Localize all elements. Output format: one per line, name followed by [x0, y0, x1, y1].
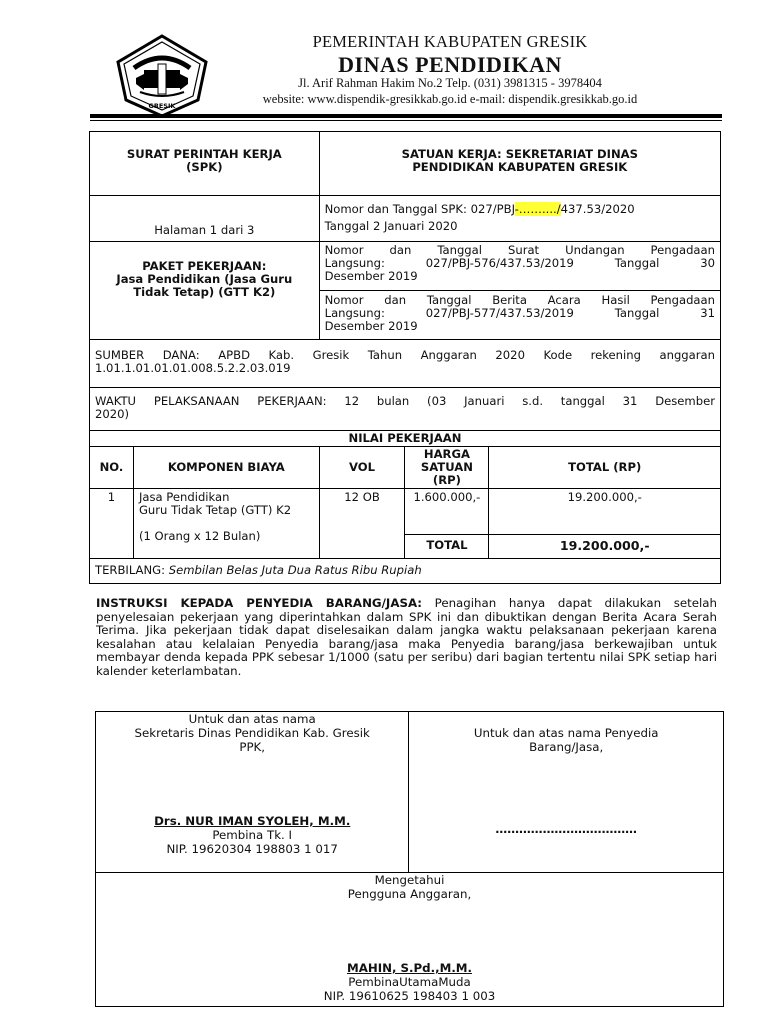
package-name-cont: Tidak Tetap) (GTT K2) [133, 285, 276, 299]
budget-user-nip: NIP. 19610625 198403 1 003 [323, 989, 496, 1003]
amount-in-words-value: Sembilan Belas Juta Dua Ratus Ribu Rupiah [168, 563, 422, 577]
package-label: PAKET PEKERJAAN: [142, 259, 267, 273]
budget-user-name: MAHIN, S.Pd.,M.M. [346, 961, 473, 975]
spk-number: Nomor dan Tanggal SPK: 027/PBJ-……..../437.53/2020 [324, 202, 635, 216]
signature-budget-user: Mengetahui Pengguna Anggaran, MAHIN, S.Pd.,M.M. PembinaUtamaMuda NIP. 19610625 198403 1 003 [96, 873, 724, 1007]
page-number: Halaman 1 dari 3 [154, 223, 255, 237]
funding-line2: 1.01.1.01.01.01.008.5.2.2.03.019 [95, 361, 291, 375]
invitation-line2: Langsung: 027/PBJ-576/437.53/2019 Tanggal 30 [324, 256, 715, 270]
duration-line1: WAKTU PELAKSANAAN PEKERJAAN: 12 bulan (03 Januari s.d. tanggal 31 Desember [95, 394, 715, 408]
row-total: 19.200.000,- [489, 489, 721, 535]
row-no: 1 [90, 489, 134, 559]
spk-number-cell [319, 196, 720, 242]
total-value: 19.200.000,- [489, 535, 721, 559]
ppk-nip: NIP. 19620304 198803 1 017 [166, 842, 338, 856]
agency-address: Jl. Arif Rahman Hakim No.2 Telp. (031) 3981315 - 3978404 [298, 76, 602, 90]
minutes-line3: Desember 2019 [324, 319, 418, 333]
invitation-line3: Desember 2019 [324, 269, 418, 283]
work-unit-cont: PENDIDIKAN KABUPATEN GRESIK [412, 160, 628, 174]
instructions-paragraph [96, 597, 717, 679]
minutes-line1: Nomor dan Tanggal Berita Acara Hasil Pengadaan [324, 293, 715, 307]
government-name: PEMERINTAH KABUPATEN GRESIK [312, 32, 588, 51]
spk-title: SURAT PERINTAH KERJA [126, 147, 282, 161]
amount-in-words-label: TERBILANG: [95, 563, 169, 577]
invitation-line1: Nomor dan Tanggal Surat Undangan Pengadaan [324, 243, 715, 257]
spk-title-cell [90, 132, 320, 196]
svg-text:GRESIK: GRESIK [148, 102, 176, 110]
budget-user-rank: PembinaUtamaMuda [348, 975, 471, 989]
spk-number-blank: -……..../ [514, 202, 561, 216]
funding-line1: SUMBER DANA: APBD Kab. Gresik Tahun Anggaran 2020 Kode rekening anggaran [95, 348, 715, 362]
minutes-line2: Langsung: 027/PBJ-577/437.53/2019 Tanggal 31 [324, 306, 715, 320]
duration-cell [90, 388, 721, 431]
agency-website: website: www.dispendik-gresikkab.go.id e-mail: dispendik.gresikkab.go.id [262, 92, 638, 106]
row-component: Jasa Pendidikan Guru Tidak Tetap (GTT) K2 (1 Orang x 12 Bulan) [133, 489, 319, 559]
row-unit-price: 1.600.000,- [405, 489, 489, 535]
signature-table [95, 711, 724, 1007]
agency-name: DINAS PENDIDIKAN [338, 52, 562, 77]
work-unit-cell [319, 132, 720, 196]
spk-date: Tanggal 2 Januari 2020 [324, 219, 458, 233]
spk-title-abbr: (SPK) [186, 160, 223, 174]
header-rule-thin [90, 120, 722, 121]
duration-line2: 2020) [95, 407, 130, 421]
package-name: Jasa Pendidikan (Jasa Guru [116, 272, 293, 286]
header-rule-thick [90, 114, 722, 118]
work-unit: SATUAN KERJA: SEKRETARIAT DINAS [401, 147, 639, 161]
col-total: TOTAL (RP) [489, 447, 721, 489]
col-unit-price: HARGA SATUAN (RP) [405, 447, 489, 489]
ppk-name: Drs. NUR IMAN SYOLEH, M.M. [154, 814, 351, 828]
gresik-regency-logo [114, 34, 210, 118]
ppk-rank: Pembina Tk. I [212, 828, 293, 842]
contract-value-title: NILAI PEKERJAAN [90, 431, 721, 447]
instructions-label: INSTRUKSI KEPADA PENYEDIA BARANG/JASA: [96, 596, 423, 610]
signature-ppk: Untuk dan atas nama Sekretaris Dinas Pendidikan Kab. Gresik PPK, Drs. NUR IMAN SYOLEH, M.M. Pembina Tk. I NIP. 19620304 198803 1 017 [96, 712, 409, 873]
col-no: NO. [90, 447, 134, 489]
provider-name-blank: ……………………………… [495, 822, 637, 836]
amount-in-words [90, 559, 721, 584]
minutes-cell [319, 291, 720, 340]
total-label: TOTAL [405, 535, 489, 559]
instructions-text: Penagihan hanya dapat dilakukan setelah penyelesaian pekerjaan yang diperintahkan dalam SPK ini dan dibuktikan dengan Berita Acara Serah Terima. Jika pekerjaan tidak dapat diselesaikan dalam jangka waktu pelaksanaan pekerjaan karena kesalahan atau kelalaian Penyedia barang/jasa maka Penyedia barang/jasa berkewajiban untuk membayar denda kepada PPK sebesar 1/1000 (satu per seribu) dari bagian tertentu nilai SPK setiap hari kalender keterlambatan. [96, 596, 717, 678]
page-cell [90, 196, 320, 242]
col-component: KOMPONEN BIAYA [133, 447, 319, 489]
package-cell [90, 242, 320, 340]
invitation-cell [319, 242, 720, 291]
signature-provider: Untuk dan atas nama Penyedia Barang/Jasa, ……………………………… [409, 712, 724, 873]
spk-table [89, 131, 721, 584]
col-vol: VOL [319, 447, 405, 489]
row-vol: 12 OB [319, 489, 405, 559]
funding-cell [90, 340, 721, 388]
